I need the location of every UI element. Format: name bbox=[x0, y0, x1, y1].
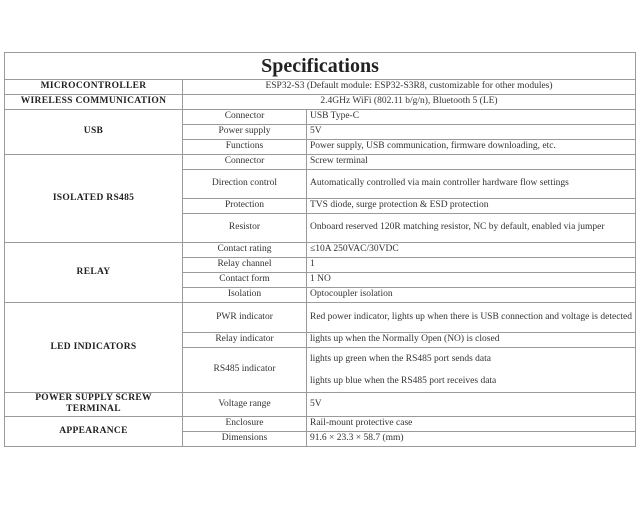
category-rs485: ISOLATED RS485 bbox=[5, 155, 183, 243]
item-value: TVS diode, surge protection & ESD protection bbox=[307, 199, 636, 214]
item-value: lights up when the Normally Open (NO) is closed bbox=[307, 333, 636, 348]
item-label: RS485 indicator bbox=[183, 348, 307, 393]
item-label: Protection bbox=[183, 199, 307, 214]
title-row bbox=[5, 53, 636, 80]
value-line: lights up green when the RS485 port sends data bbox=[310, 354, 492, 364]
table-row bbox=[5, 80, 636, 95]
item-value: 91.6 × 23.3 × 58.7 (mm) bbox=[307, 431, 636, 446]
item-label: Resistor bbox=[183, 214, 307, 243]
table-row bbox=[5, 393, 636, 417]
item-label: Relay indicator bbox=[183, 333, 307, 348]
table-row bbox=[5, 110, 636, 125]
item-value: 5V bbox=[307, 125, 636, 140]
microcontroller-value: ESP32-S3 (Default module: ESP32-S3R8, customizable for other modules) bbox=[183, 80, 636, 95]
page-title: Specifications bbox=[5, 53, 636, 80]
item-value: 1 NO bbox=[307, 273, 636, 288]
item-value: Power supply, USB communication, firmware downloading, etc. bbox=[307, 140, 636, 155]
specifications-table bbox=[4, 52, 636, 447]
item-value: Rail-mount protective case bbox=[307, 416, 636, 431]
category-relay: RELAY bbox=[5, 243, 183, 303]
item-value bbox=[307, 348, 636, 393]
item-value: Onboard reserved 120R matching resistor, NC by default, enabled via jumper bbox=[307, 214, 636, 243]
item-value: USB Type-C bbox=[307, 110, 636, 125]
value-line: lights up blue when the RS485 port receives data bbox=[310, 376, 497, 386]
table-row bbox=[5, 155, 636, 170]
item-label: Contact rating bbox=[183, 243, 307, 258]
item-label: Functions bbox=[183, 140, 307, 155]
item-label: Enclosure bbox=[183, 416, 307, 431]
item-label: Power supply bbox=[183, 125, 307, 140]
item-label: PWR indicator bbox=[183, 303, 307, 333]
item-value: 5V bbox=[307, 393, 636, 417]
item-value: Screw terminal bbox=[307, 155, 636, 170]
category-wireless: WIRELESS COMMUNICATION bbox=[5, 95, 183, 110]
wireless-value: 2.4GHz WiFi (802.11 b/g/n), Bluetooth 5 (LE) bbox=[183, 95, 636, 110]
table-row bbox=[5, 416, 636, 431]
table-row bbox=[5, 303, 636, 333]
category-power-supply: POWER SUPPLY SCREW TERMINAL bbox=[5, 393, 183, 417]
item-label: Connector bbox=[183, 110, 307, 125]
item-label: Relay channel bbox=[183, 258, 307, 273]
item-label: Isolation bbox=[183, 288, 307, 303]
item-label: Dimensions bbox=[183, 431, 307, 446]
item-label: Contact form bbox=[183, 273, 307, 288]
item-value: Optocoupler isolation bbox=[307, 288, 636, 303]
item-label: Connector bbox=[183, 155, 307, 170]
category-appearance: APPEARANCE bbox=[5, 416, 183, 446]
item-label: Direction control bbox=[183, 170, 307, 199]
item-value: 1 bbox=[307, 258, 636, 273]
table-row bbox=[5, 243, 636, 258]
item-label: Voltage range bbox=[183, 393, 307, 417]
item-value: Automatically controlled via main controller hardware flow settings bbox=[307, 170, 636, 199]
item-value: Red power indicator, lights up when there is USB connection and voltage is detected bbox=[307, 303, 636, 333]
table-row bbox=[5, 95, 636, 110]
category-microcontroller: MICROCONTROLLER bbox=[5, 80, 183, 95]
category-usb: USB bbox=[5, 110, 183, 155]
item-value: ≤10A 250VAC/30VDC bbox=[307, 243, 636, 258]
category-led: LED INDICATORS bbox=[5, 303, 183, 393]
